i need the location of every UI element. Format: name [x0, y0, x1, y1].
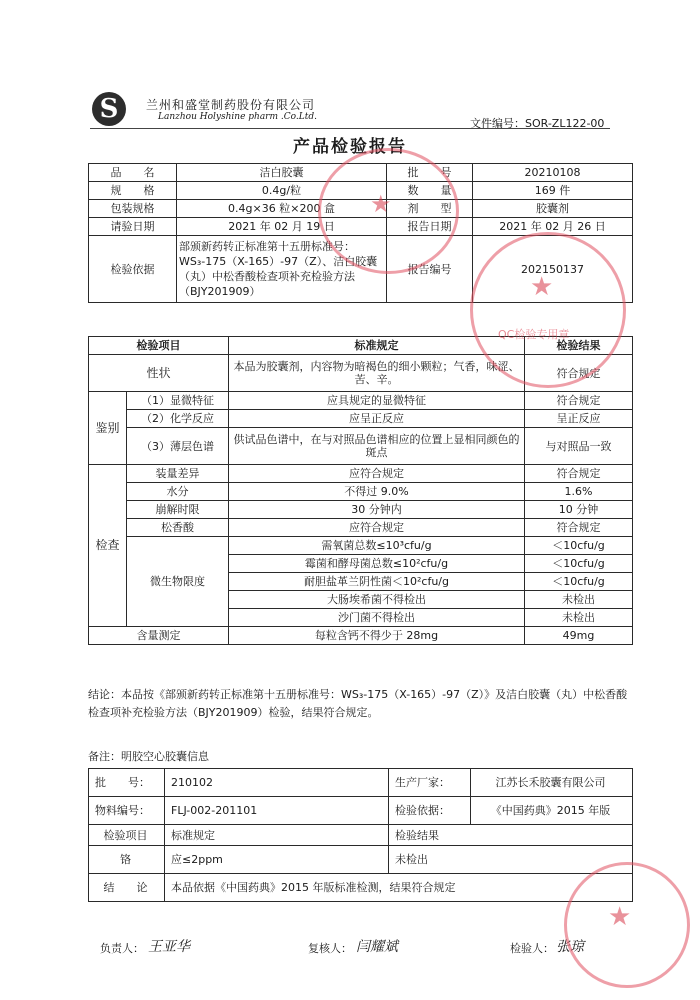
col-header-result: 检验结果 [525, 337, 633, 355]
subitem-cell: （2）化学反应 [127, 410, 229, 428]
result-cell: ＜10cfu/g [525, 555, 633, 573]
report-number-label: 报告编号 [387, 236, 473, 303]
header-divider [90, 128, 610, 129]
subitem-cell: 松香酸 [127, 519, 229, 537]
quantity-value: 169 件 [473, 182, 633, 200]
spec-label: 规 格 [89, 182, 177, 200]
responsible-label: 负责人： [100, 942, 144, 955]
result-cell: 未检出 [525, 609, 633, 627]
standard-cell: 每粒含钙不得少于 28mg [229, 627, 525, 645]
report-number-value: 202150137 [473, 236, 633, 303]
capsule-info-table [88, 768, 633, 902]
seal-star-icon: ★ [370, 190, 392, 218]
table-row [89, 519, 633, 537]
qc-star-icon: ★ [530, 272, 554, 302]
item-cell: 性状 [89, 355, 229, 392]
result-cell: 49mg [525, 627, 633, 645]
result-cell: 未检出 [525, 591, 633, 609]
result-cell: 1.6% [525, 483, 633, 501]
standard-cell: 大肠埃希菌不得检出 [229, 591, 525, 609]
col-header-item: 检验项目 [89, 337, 229, 355]
batch-label: 批 号 [387, 164, 473, 182]
logo-letter-icon: S [99, 94, 119, 124]
table-row [89, 428, 633, 465]
company-name-en: Lanzhou Holyshine pharm .Co.Ltd. [158, 112, 317, 122]
capsule-material-value: FLJ-002-201101 [165, 797, 389, 825]
result-cell: 符合规定 [525, 465, 633, 483]
capsule-batch-label: 批 号： [89, 769, 165, 797]
responsible-signature: 王亚华 [148, 939, 190, 955]
result-cell: 符合规定 [525, 355, 633, 392]
subitem-cell: （1）显微特征 [127, 392, 229, 410]
quantity-label: 数 量 [387, 182, 473, 200]
form-label: 剂 型 [387, 200, 473, 218]
standard-cell: 需氧菌总数≤10³cfu/g [229, 537, 525, 555]
inspector-signature: 张琼 [556, 939, 584, 955]
result-cell: ＜10cfu/g [525, 537, 633, 555]
standard-cell: 应符合规定 [229, 519, 525, 537]
subitem-cell: 微生物限度 [127, 537, 229, 627]
form-value: 胶囊剂 [473, 200, 633, 218]
capsule-batch-value: 210102 [165, 769, 389, 797]
table-row [89, 537, 633, 555]
result-cell: 符合规定 [525, 392, 633, 410]
subitem-cell: 水分 [127, 483, 229, 501]
capsule-result-label: 检验结果 [389, 825, 633, 846]
capsule-maker-label: 生产厂家： [389, 769, 471, 797]
table-row [89, 465, 633, 483]
supplier-star-icon: ★ [608, 902, 632, 932]
capsule-conclusion-label: 结 论 [89, 874, 165, 902]
result-cell: 呈正反应 [525, 410, 633, 428]
chromium-result: 未检出 [389, 846, 633, 874]
table-row [89, 483, 633, 501]
standard-cell: 耐胆盐革兰阴性菌＜10²cfu/g [229, 573, 525, 591]
result-cell: ＜10cfu/g [525, 573, 633, 591]
col-header-standard: 标准规定 [229, 337, 525, 355]
subitem-cell: 装量差异 [127, 465, 229, 483]
result-cell: 符合规定 [525, 519, 633, 537]
table-row [89, 410, 633, 428]
conclusion-text: 结论：本品按《部颁新药转正标准第十五册标准号：WS₃-175（X-165）-97（Z）》及洁白胶囊（丸）中松香酸检查项补充检验方法（BJY201909）检验，结果符合规定。 [88, 688, 628, 719]
item-cell: 鉴别 [89, 392, 127, 465]
qc-seal-text: QC检验专用章 [498, 328, 570, 341]
capsule-conclusion-value: 本品依据《中国药典》2015 年版标准检测，结果符合规定 [165, 874, 633, 902]
basis-value: 部颁新药转正标准第十五册标准号：WS₃-175（X-165）-97（Z）、洁白胶囊（丸）中松香酸检查项补充检验方法（BJY201909） [177, 236, 387, 303]
chromium-standard: 应≤2ppm [165, 846, 389, 874]
item-cell: 检查 [89, 465, 127, 627]
report-title: 产品检验报告 [293, 137, 407, 157]
pack-value: 0.4g×36 粒×200 盒 [177, 200, 387, 218]
qc-seal-stamp [470, 232, 626, 388]
batch-value: 20210108 [473, 164, 633, 182]
capsule-item-label: 检验项目 [89, 825, 165, 846]
pack-label: 包装规格 [89, 200, 177, 218]
standard-cell: 应呈正反应 [229, 410, 525, 428]
document-number: 文件编号：SOR-ZL122-00 [470, 117, 605, 130]
request-date-label: 请验日期 [89, 218, 177, 236]
standard-cell: 沙门菌不得检出 [229, 609, 525, 627]
subitem-cell: 崩解时限 [127, 501, 229, 519]
company-name-cn: 兰州和盛堂制药股份有限公司 [146, 98, 316, 112]
standard-cell: 霉菌和酵母菌总数≤10²cfu/g [229, 555, 525, 573]
capsule-material-label: 物料编号： [89, 797, 165, 825]
chromium-label: 铬 [89, 846, 165, 874]
result-cell: 10 分钟 [525, 501, 633, 519]
subitem-cell: （3）薄层色谱 [127, 428, 229, 465]
reviewer-signature: 闫耀斌 [356, 939, 398, 955]
request-date-value: 2021 年 02 月 19 日 [177, 218, 387, 236]
table-row [89, 627, 633, 645]
item-cell: 含量测定 [89, 627, 229, 645]
report-date-value: 2021 年 02 月 26 日 [473, 218, 633, 236]
standard-cell: 30 分钟内 [229, 501, 525, 519]
capsule-basis-value: 《中国药典》2015 年版 [471, 797, 633, 825]
report-date-label: 报告日期 [387, 218, 473, 236]
capsule-basis-label: 检验依据： [389, 797, 471, 825]
remark-text: 备注：明胶空心胶囊信息 [88, 750, 209, 763]
table-row [89, 392, 633, 410]
standard-cell: 本品为胶囊剂，内容物为暗褐色的细小颗粒；气香，味涩、苦、辛。 [229, 355, 525, 392]
standard-cell: 不得过 9.0% [229, 483, 525, 501]
standard-cell: 供试品色谱中，在与对照品色谱相应的位置上显相同颜色的斑点 [229, 428, 525, 465]
capsule-maker-value: 江苏长禾胶囊有限公司 [471, 769, 633, 797]
table-row [89, 501, 633, 519]
result-cell: 与对照品一致 [525, 428, 633, 465]
reviewer-label: 复核人： [308, 942, 352, 955]
name-label: 品 名 [89, 164, 177, 182]
standard-cell: 应符合规定 [229, 465, 525, 483]
name-value: 洁白胶囊 [177, 164, 387, 182]
standard-cell: 应具规定的显微特征 [229, 392, 525, 410]
basis-label: 检验依据 [89, 236, 177, 303]
spec-value: 0.4g/粒 [177, 182, 387, 200]
capsule-std-label: 标准规定 [165, 825, 389, 846]
inspector-label: 检验人： [510, 942, 554, 955]
